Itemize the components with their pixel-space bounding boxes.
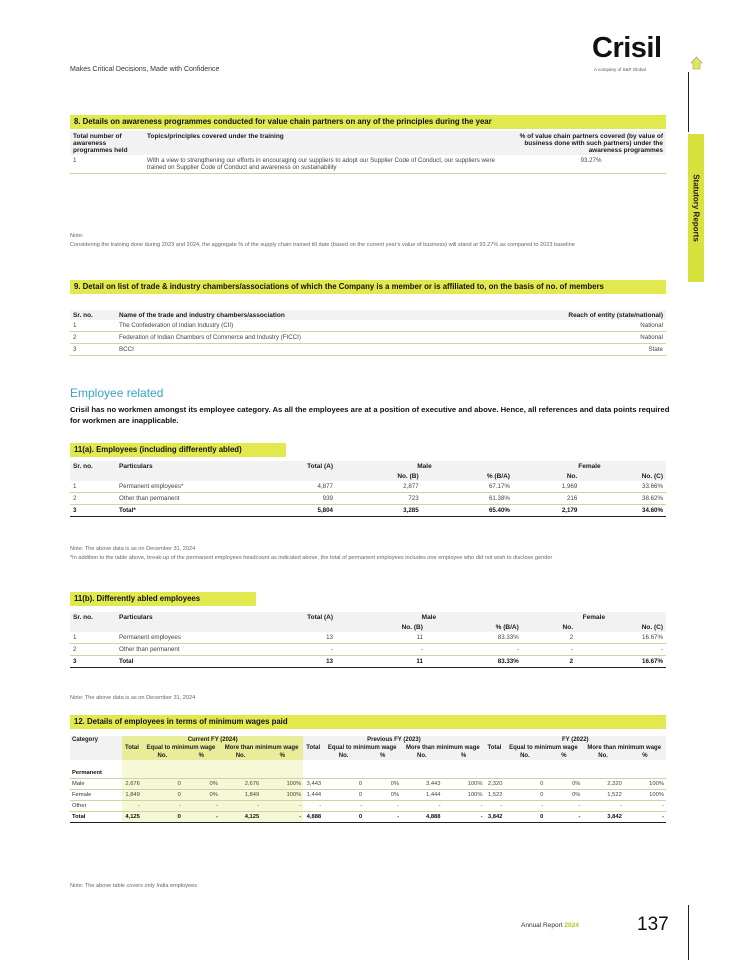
table-row <box>70 332 666 344</box>
s9-row-reach: National <box>516 332 666 344</box>
cell: 11 <box>336 632 426 644</box>
cell: 33.66% <box>580 481 666 493</box>
cell: 3 <box>70 505 116 517</box>
cell: 0% <box>364 790 401 801</box>
s11a-h-no-c: No. <box>513 471 580 481</box>
top-divider-line <box>688 72 689 132</box>
cell: 3,842 <box>582 812 623 823</box>
cell: - <box>504 801 545 812</box>
cell: - <box>576 644 666 656</box>
s11b-h-particulars: Particulars <box>116 612 286 632</box>
cell: 2,179 <box>513 505 580 517</box>
cell: 1 <box>70 481 116 493</box>
s11a-h-particulars: Particulars <box>116 461 286 481</box>
cell: 939 <box>286 493 336 505</box>
cell: - <box>401 801 442 812</box>
cell: 83.33% <box>426 632 522 644</box>
cell: Other than permanent <box>116 493 286 505</box>
cell: 1 <box>70 632 116 644</box>
cell: - <box>364 812 401 823</box>
cell: - <box>522 644 576 656</box>
s11a-h-no-b: No. (B) <box>336 471 422 481</box>
cell: 100% <box>443 779 485 790</box>
section-11b-title: 11(b). Differently abled employees <box>70 592 256 606</box>
s12-h-no: No. <box>504 752 545 760</box>
cell: 83.33% <box>426 656 522 668</box>
home-icon[interactable] <box>690 56 703 70</box>
s8-row-num: 1 <box>70 155 144 174</box>
table-row <box>70 493 666 505</box>
cell: 38.62% <box>580 493 666 505</box>
cell: 4,877 <box>286 481 336 493</box>
table-row <box>70 481 666 493</box>
cell: - <box>545 801 582 812</box>
cell: - <box>323 801 364 812</box>
footer-report-label: Annual Report <box>521 922 563 929</box>
cell: 61.38% <box>422 493 513 505</box>
s11b-h-srno: Sr. no. <box>70 612 116 632</box>
cell: 0 <box>504 790 545 801</box>
logo-subtitle: A company of S&P Global <box>594 67 646 72</box>
cell: 2 <box>522 656 576 668</box>
side-tab-label: Statutory Reports <box>691 174 701 242</box>
cell: 4,125 <box>220 812 261 823</box>
section-11a-title: 11(a). Employees (including differently abled) <box>70 443 286 457</box>
cell: 5,804 <box>286 505 336 517</box>
s12-h-pct: % <box>183 752 220 760</box>
s8-row-topics: With a view to strengthening our efforts in encouraging our suppliers to adopt our Supplier Code of Conduct, our suppliers were trained on Supplier Code of Conduct and awareness on sustainability <box>144 155 516 174</box>
s8-header-topics: Topics/principles covered under the training <box>144 131 516 155</box>
s12-h-no: No. <box>323 752 364 760</box>
cell: 1,522 <box>582 790 623 801</box>
cell: - <box>336 644 426 656</box>
cell: 4,888 <box>303 812 323 823</box>
s8-header-pct: % of value chain partners covered (by value of business done with such partners) under the awareness programmes <box>516 131 666 155</box>
cell: 0% <box>183 779 220 790</box>
s12-h-category: Category <box>70 736 122 760</box>
s12-h-pct: % <box>545 752 582 760</box>
cell: Total <box>116 656 286 668</box>
s12-h-no: No. <box>142 752 183 760</box>
s11b-h-no-c: No. <box>522 622 576 632</box>
cell: 1,849 <box>220 790 261 801</box>
s12-h-pct: % <box>443 752 485 760</box>
s11b-h-pct-ba: % (B/A) <box>426 622 522 632</box>
cell: 0 <box>142 779 183 790</box>
side-tab-statutory-reports[interactable] <box>688 134 704 282</box>
cell: 1,444 <box>401 790 442 801</box>
cell: 13 <box>286 632 336 644</box>
s11a-h-male: Male <box>336 461 513 471</box>
cell: 2,877 <box>336 481 422 493</box>
cell: - <box>286 644 336 656</box>
s9-row-name: The Confederation of Indian Industry (CII) <box>116 320 516 332</box>
cell: 0% <box>183 790 220 801</box>
cell: 0% <box>364 779 401 790</box>
footer-year: 2024 <box>564 922 579 929</box>
s9-header-name: Name of the trade and industry chambers/association <box>116 310 516 320</box>
cell: 3 <box>70 656 116 668</box>
table-row <box>70 790 666 801</box>
cell: - <box>122 801 142 812</box>
cell: 100% <box>624 779 666 790</box>
table-row-total <box>70 505 666 517</box>
cell: 2,676 <box>122 779 142 790</box>
s11a-h-total: Total (A) <box>286 461 336 481</box>
crisil-logo: Crisil <box>592 32 662 64</box>
cell: 0% <box>545 779 582 790</box>
employee-section-title: Employee related <box>70 386 164 400</box>
section-12-title: 12. Details of employees in terms of minimum wages paid <box>70 715 666 729</box>
cell: - <box>545 812 582 823</box>
cell: 100% <box>261 790 303 801</box>
cell: 0 <box>504 812 545 823</box>
s12-h-py: Previous FY (2023) <box>303 736 484 744</box>
section-8-table <box>70 131 666 174</box>
cell: - <box>183 812 220 823</box>
cell: Total <box>70 812 122 823</box>
s9-row-name: Federation of Indian Chambers of Commerce and Industry (FICCI) <box>116 332 516 344</box>
cell: 4,888 <box>401 812 442 823</box>
table-row-total <box>70 656 666 668</box>
s11b-h-male: Male <box>336 612 522 622</box>
cell: 100% <box>261 779 303 790</box>
cell: - <box>364 801 401 812</box>
s11a-h-pct-ba: % (B/A) <box>422 471 513 481</box>
s11b-h-total: Total (A) <box>286 612 336 632</box>
s9-row-no: 3 <box>70 344 116 356</box>
cell: - <box>582 801 623 812</box>
s11a-note-detail: *In addition to the table above, break-up of the permanent employees headcount as indicated above, the total of permanent employees includes one employee who did not wish to disclose gender <box>70 555 553 561</box>
empty-cell <box>303 760 666 779</box>
table-row <box>70 644 666 656</box>
s9-row-reach: National <box>516 320 666 332</box>
header-tagline: Makes Critical Decisions, Made with Confidence <box>70 66 220 73</box>
cell: 100% <box>443 790 485 801</box>
footer-label <box>521 922 579 929</box>
cell: 0 <box>323 790 364 801</box>
s12-h-total: Total <box>485 744 505 760</box>
cell: 216 <box>513 493 580 505</box>
cell: 2 <box>70 493 116 505</box>
table-row <box>70 801 666 812</box>
cell: 0 <box>142 790 183 801</box>
table-row <box>70 320 666 332</box>
s12-h-cy: Current FY (2024) <box>122 736 303 744</box>
s12-h-no: No. <box>220 752 261 760</box>
table-row-total <box>70 812 666 823</box>
cell: - <box>142 801 183 812</box>
cell: - <box>220 801 261 812</box>
cell: 2,320 <box>582 779 623 790</box>
s12-h-equal: Equal to minimum wage <box>323 744 401 752</box>
s12-note: Note: The above table covers only India employees <box>70 883 198 889</box>
s12-h-more: More than minimum wage <box>582 744 666 752</box>
cell: - <box>624 801 666 812</box>
cell: 0 <box>323 812 364 823</box>
s11a-h-srno: Sr. no. <box>70 461 116 481</box>
s12-body <box>70 779 666 823</box>
table-row <box>70 632 666 644</box>
cell: 65.40% <box>422 505 513 517</box>
s11a-note-date: Note: The above data is as on December 31, 2024 <box>70 546 196 552</box>
section-11a-table <box>70 461 666 517</box>
cell: 100% <box>624 790 666 801</box>
s12-h-no: No. <box>401 752 442 760</box>
cell: Other <box>70 801 122 812</box>
s12-h-equal: Equal to minimum wage <box>504 744 582 752</box>
cell: 0 <box>323 779 364 790</box>
cell: 16.67% <box>576 656 666 668</box>
s11b-h-no-b: No. (B) <box>336 622 426 632</box>
cell: 3,842 <box>485 812 505 823</box>
cell: - <box>443 801 485 812</box>
cell: 723 <box>336 493 422 505</box>
s9-row-reach: State <box>516 344 666 356</box>
s9-row-no: 2 <box>70 332 116 344</box>
cell: 0% <box>545 790 582 801</box>
cell: 11 <box>336 656 426 668</box>
section-11b-table <box>70 612 666 668</box>
cell: 2,676 <box>220 779 261 790</box>
s12-h-pct: % <box>624 752 666 760</box>
bottom-divider-line <box>688 905 689 960</box>
s9-row-name: BCCI <box>116 344 516 356</box>
cell: 3,443 <box>401 779 442 790</box>
cell: 4,125 <box>122 812 142 823</box>
s9-row-no: 1 <box>70 320 116 332</box>
cell: 1,969 <box>513 481 580 493</box>
cell: - <box>303 801 323 812</box>
empty-cell <box>122 760 303 779</box>
cell: 2 <box>522 632 576 644</box>
cell: Permanent employees <box>116 632 286 644</box>
cell: Permanent employees* <box>116 481 286 493</box>
section-9-title: 9. Detail on list of trade & industry chambers/associations of which the Company is a member or is affiliated to, on the basis of no. of members <box>70 280 666 294</box>
cell: - <box>485 801 505 812</box>
cell: - <box>261 801 303 812</box>
s9-header-reach: Reach of entity (state/national) <box>516 310 666 320</box>
s11b-h-female: Female <box>522 612 666 622</box>
s11a-h-pct-c: No. (C) <box>580 471 666 481</box>
cell: 34.60% <box>580 505 666 517</box>
cell: 2 <box>70 644 116 656</box>
table-row <box>70 344 666 356</box>
s12-h-more: More than minimum wage <box>220 744 303 752</box>
s12-h-pct: % <box>261 752 303 760</box>
cell: 0 <box>142 812 183 823</box>
s11a-h-female: Female <box>513 461 666 471</box>
cell: - <box>183 801 220 812</box>
table-row <box>70 779 666 790</box>
s12-h-fy: FY (2022) <box>485 736 666 744</box>
s12-h-pct: % <box>364 752 401 760</box>
s11b-h-pct-c: No. (C) <box>576 622 666 632</box>
cell: Other than permanent <box>116 644 286 656</box>
cell: Female <box>70 790 122 801</box>
s12-permanent-label: Permanent <box>70 760 122 779</box>
page-number: 137 <box>637 914 669 935</box>
s11b-note: Note: The above data is as on December 31, 2024 <box>70 695 196 701</box>
s12-h-equal: Equal to minimum wage <box>142 744 220 752</box>
cell: - <box>443 812 485 823</box>
s9-header-srno: Sr. no. <box>70 310 116 320</box>
cell: Total* <box>116 505 286 517</box>
s8-header-count: Total number of awareness programmes held <box>70 131 144 155</box>
cell: - <box>624 812 666 823</box>
section-12-table <box>70 736 666 823</box>
cell: - <box>261 812 303 823</box>
section-9-table <box>70 310 666 356</box>
s12-h-no: No. <box>582 752 623 760</box>
section-8-title: 8. Details on awareness programmes conducted for value chain partners on any of the principles during the year <box>70 115 666 129</box>
cell: - <box>426 644 522 656</box>
cell: 1,444 <box>303 790 323 801</box>
s8-note-label: Note: <box>70 233 84 239</box>
employee-intro: Crisil has no workmen amongst its employee category. As all the employees are at a position of executive and above. Hence, all references and data points required for workmen are inapplicable. <box>70 405 670 425</box>
cell: 0 <box>504 779 545 790</box>
cell: 16.67% <box>576 632 666 644</box>
cell: 3,285 <box>336 505 422 517</box>
cell: 1,849 <box>122 790 142 801</box>
s12-h-total: Total <box>303 744 323 760</box>
cell: 1,522 <box>485 790 505 801</box>
s8-row-pct: 93.27% <box>516 155 666 174</box>
cell: 2,320 <box>485 779 505 790</box>
cell: 67.17% <box>422 481 513 493</box>
s12-h-more: More than minimum wage <box>401 744 484 752</box>
cell: 13 <box>286 656 336 668</box>
s8-note-text: Considering the training done during 2023 and 2024, the aggregate % of the supply chain trained till date (based on the current year's value of business) will stand at 93.27% as compared to 2023 baseline <box>70 242 575 248</box>
cell: Male <box>70 779 122 790</box>
cell: 3,443 <box>303 779 323 790</box>
s12-h-total: Total <box>122 744 142 760</box>
